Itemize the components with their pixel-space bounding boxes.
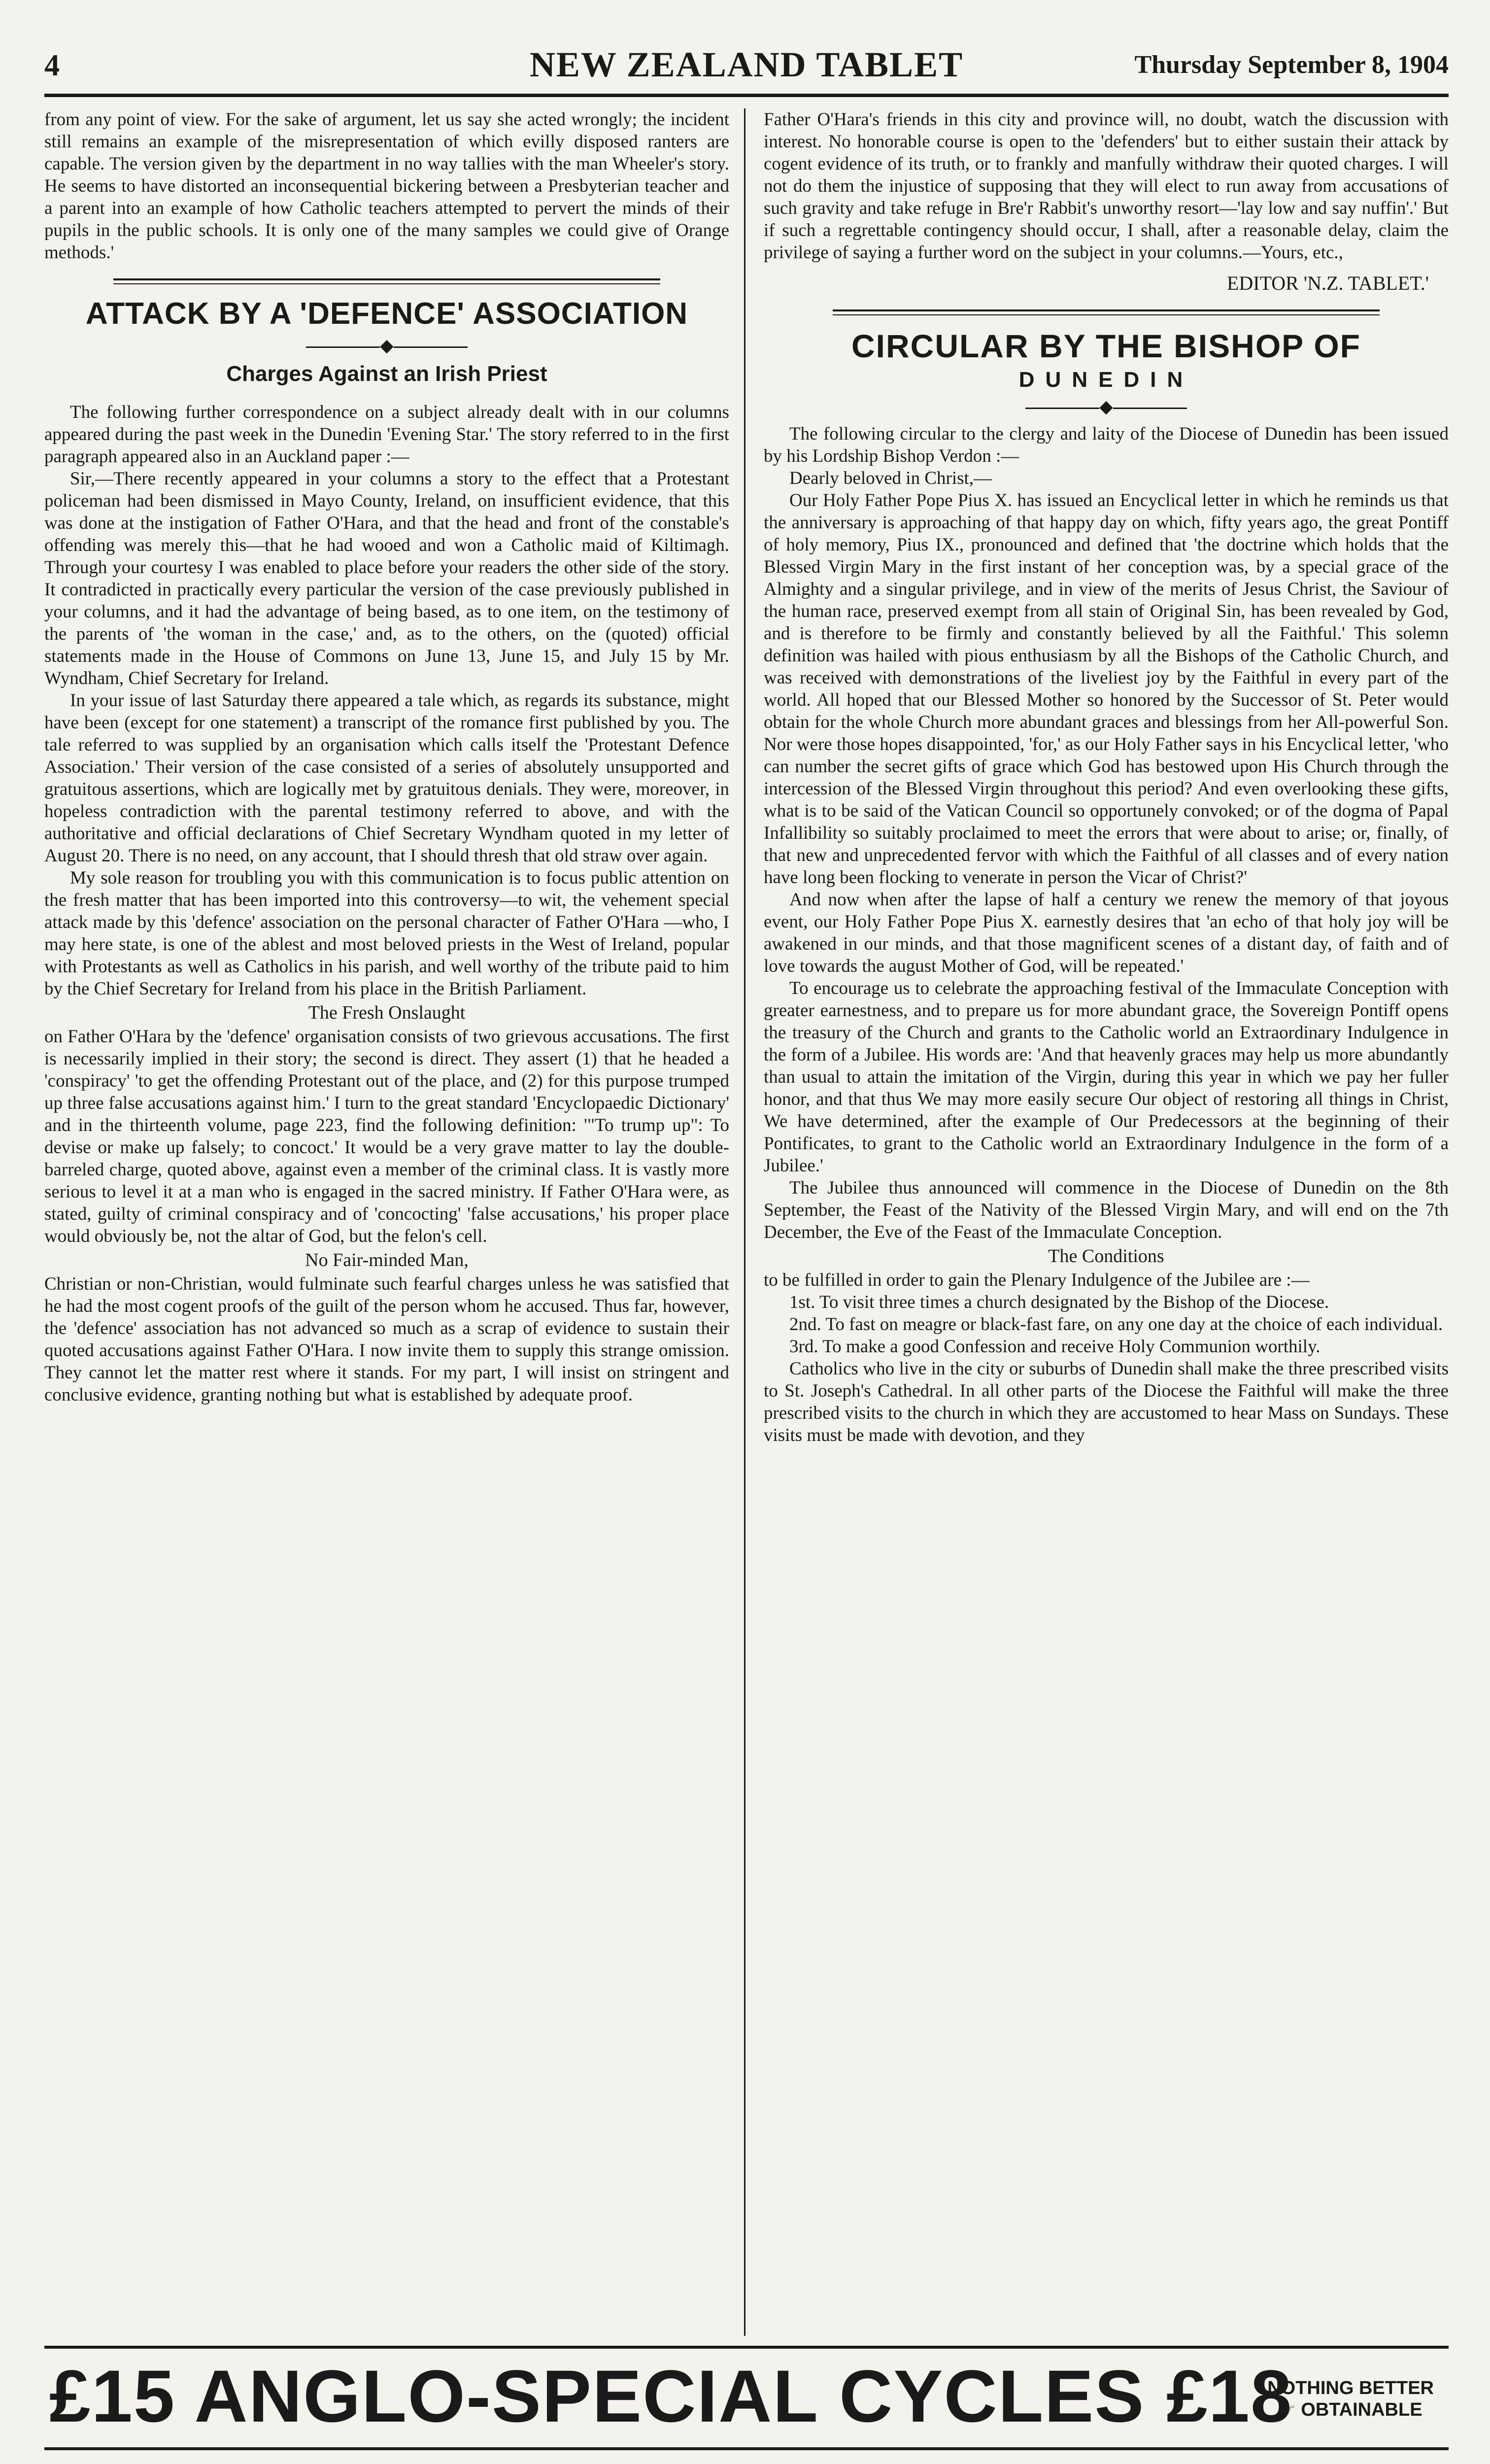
left-column [44, 108, 729, 2336]
issue-date: Thursday September 8, 1904 [1134, 51, 1449, 79]
page-header [44, 39, 1449, 97]
signature: EDITOR 'N.Z. TABLET.' [1226, 272, 1429, 294]
continued-text: Father O'Hara's friends in this city and province will, no doubt, watch the discussion with interest. No honorable course is open to the 'defenders' but to either sustain their attack by cogent evidence of its truth, or to frankly and manfully withdraw their quoted charges. I will not do them the injustice of supposing that they will elect to run away from accusations of such gravity and take refuge in Bre'r Rabbit's unworthy resort—'lay low and say nuffin'.' But if such a regrettable contingency should occur, I shall, after a reasonable delay, claim the privilege of saying a further word on the subject in your columns.—Yours, etc., [764, 109, 1449, 263]
advertisement-note-line: NOTHING BETTER [1267, 2378, 1434, 2398]
advertisement-note [1267, 2377, 1434, 2421]
ornament-divider: ◆ [44, 335, 729, 356]
page-number: 4 [44, 49, 60, 82]
advertisement-note-line: ☞ OBTAINABLE [1279, 2399, 1422, 2420]
double-rule [113, 278, 660, 284]
section-heading: The Fresh Onslaught [308, 1002, 466, 1023]
article-paragraph: In your issue of last Saturday there appeared a tale which, as regards its substance, might have been (except for one statement) a transcript of the romance first published by you. The tale referred to was supplied by an organisation which calls itself the 'Protestant Defence Association.' Their version of the case consisted of a series of absolutely unsupported and gratuitous assertions, which are logically met by gratuitous denials. They were, moreover, in hopeless contradiction with the parental testimony referred to above, and with the authoritative and official declarations of Chief Secretary Wyndham quoted in my letter of August 20. There is no need, on any account, that I should thresh that old straw over again. [44, 690, 729, 866]
article-headline: ATTACK BY A 'DEFENCE' ASSOCIATION [85, 297, 688, 331]
continued-text: from any point of view. For the sake of argument, let us say she acted wrongly; the incident still remains an example of the misrepresentation of which evilly disposed ranters are capable. The version given by the department in no way tallies with the man Wheeler's story. He seems to have distorted an inconsequential bickering between a Presbyterian teacher and a parent into an example of how Catholic teachers attempted to pervert the minds of their pupils in the public schools. It is only one of the many samples we could give of Orange methods.' [44, 109, 729, 263]
article-headline-sub: DUNEDIN [1018, 368, 1194, 392]
article-headline: CIRCULAR BY THE BISHOP OF [851, 328, 1361, 364]
article-paragraph: The following further correspondence on a subject already dealt with in our columns appeared during the past week in the Dunedin 'Evening Star.' The story referred to in the first paragraph appeared also in an Auckland paper :— [44, 402, 729, 467]
column-divider [744, 108, 745, 2336]
double-rule [833, 309, 1380, 315]
advertisement-text: £15 ANGLO-SPECIAL CYCLES £18 [49, 2355, 1293, 2437]
article-paragraph: To encourage us to celebrate the approaching festival of the Immaculate Conception with greater earnestness, and to prepare us for more abundant grace, the Sovereign Pontiff opens the treasury of the Church and grants to the Catholic world an Extraordinary Indulgence in the form of a Jubilee. His words are: 'And that heavenly graces may help us more abundantly than usual to attain the imitation of the Virgin, during this year in which we pay her fuller honor, and that thus We may more easily secure Our object of restoring all things in Christ, We have determined, after the example of Our Predecessors at the beginning of their Pontificates, to grant to the Catholic world an Extraordinary Indulgence in the form of a Jubilee.' [764, 978, 1449, 1176]
conditions-intro: to be fulfilled in order to gain the Plenary Indulgence of the Jubilee are :— [764, 1270, 1310, 1290]
right-column [764, 108, 1449, 2336]
section-heading: The Conditions [1048, 1246, 1164, 1266]
ornament-divider: ◆ [764, 396, 1449, 417]
article-paragraph: on Father O'Hara by the 'defence' organisation consists of two grievous accusations. The first is necessarily implied in their story; the second is direct. They assert (1) that he headed a 'conspiracy' 'to get the offending Protestant out of the place, and (2) for this purpose trumped up three false accusations against him.' I turn to the great standard 'Encyclopaedic Dictionary' and in the thirteenth volume, page 223, find the following definition: '"To trump up": To devise or make up falsely; to concoct.' It would be a very grave matter to lay the double-barreled charge, quoted above, against even a member of the criminal class. It is vastly more serious to level it at a man who is engaged in the sacred ministry. If Father O'Hara were, as stated, guilty of criminal conspiracy and of 'concocting' 'false accusations,' his proper place would obviously be, not the altar of God, but the felon's cell. [44, 1027, 729, 1246]
condition-item: 2nd. To fast on meagre or black-fast fare, on any one day at the choice of each individual. [789, 1314, 1443, 1335]
article-paragraph: Sir,—There recently appeared in your columns a story to the effect that a Protestant policeman had been dismissed in Mayo County, Ireland, on insufficient evidence, that this was done at the instigation of Father O'Hara, and that the head and front of the constable's offending was merely this—that he had wooed and won a Catholic maid of Kiltimagh. Through your courtesy I was enabled to place before your readers the other side of the story. It contradicted in practically every particular the version of the case previously published in your columns, and it had the advantage of being based, as to one item, on the testimony of the parents of 'the woman in the case,' and, as to the others, on the (quoted) official statements made in the House of Commons on June 13, June 15, and July 15 by Mr. Wyndham, Chief Secretary for Ireland. [44, 469, 729, 688]
article-paragraph: My sole reason for troubling you with this communication is to focus public attention on the fresh matter that has been imported into this controversy—to wit, the vehement special attack made by this 'defence' association on the personal character of Father O'Hara —who, I may here state, is one of the ablest and most beloved priests in the West of Ireland, popular with Protestants as well as Catholics in his parish, and well worthy of the tribute paid to him by the Chief Secretary for Ireland from his place in the British Parliament. [44, 868, 729, 999]
article-subheadline: Charges Against an Irish Priest [226, 362, 547, 386]
article-paragraph: Catholics who live in the city or suburbs of Dunedin shall make the three prescribed visits to St. Joseph's Cathedral. In all other parts of the Diocese the Faithful will make the three prescribed visits to the church in which they are accustomed to hear Mass on Sundays. These visits must be made with devotion, and they [764, 1359, 1449, 1445]
article-paragraph: Our Holy Father Pope Pius X. has issued an Encyclical letter in which he reminds us that the anniversary is approaching of that happy day on which, fifty years ago, the great Pontiff of holy memory, Pius IX., pronounced and defined that 'the doctrine which holds that the Blessed Virgin Mary in the first instant of her conception was, by a special grace of the Almighty and a singular privilege, and in view of the merits of Jesus Christ, the Saviour of the human race, preserved exempt from all stain of Original Sin, has been revealed by God, and is therefore to be firmly and constantly believed by all the Faithful.' This solemn definition was hailed with pious enthusiasm by all the Bishops of the Catholic Church, and was received with demonstrations of the liveliest joy by the Faithful in every part of the world. All hoped that our Blessed Mother so honored by the Successor of St. Peter would obtain for the whole Church more abundant graces and blessings from her All-powerful Son. Nor were those hopes disappointed, 'for,' as our Holy Father says in his Encyclical letter, 'who can number the secret gifts of grace which God has bestowed upon His Church through the intercession of the Blessed Virgin throughout this period? And even overlooking these gifts, what is to be said of the Vatican Council so opportunely convoked; or of the dogma of Papal Infallibility so suitably proclaimed to meet the errors that were about to arise; or, finally, of that new and unprecedented fervor with which the Faithful of all classes and of every nation have long been flocking to venerate in person the Vicar of Christ?' [764, 490, 1449, 888]
article-paragraph: And now when after the lapse of half a century we renew the memory of that joyous event, our Holy Father Pope Pius X. earnestly desires that 'an echo of that holy joy will be awakened in our minds, and that those magnificent scenes of a distant day, of faith and of love towards the august Mother of God, will be repeated.' [764, 890, 1449, 976]
article-paragraph: Dearly beloved in Christ,— [789, 468, 992, 488]
cycles-advertisement [44, 2346, 1449, 2450]
publication-title: NEW ZEALAND TABLET [529, 45, 964, 84]
article-paragraph: Christian or non-Christian, would fulminate such fearful charges unless he was satisfied that he had the most cogent proofs of the guilt of the person whom he accused. Thus far, however, the 'defence' association has not advanced so much as a scrap of evidence to sustain their quoted accusations against Father O'Hara. I now invite them to supply this strange omission. They cannot let the matter rest where it stands. For my part, I will insist on stringent and conclusive evidence, granting nothing but what is established by adequate proof. [44, 1274, 729, 1405]
article-paragraph: The Jubilee thus announced will commence in the Diocese of Dunedin on the 8th September, the Feast of the Nativity of the Blessed Virgin Mary, and will end on the 7th December, the Eve of the Feast of the Immaculate Conception. [764, 1178, 1449, 1242]
section-heading: No Fair-minded Man, [305, 1250, 469, 1270]
article-paragraph: The following circular to the clergy and laity of the Diocese of Dunedin has been issued by his Lordship Bishop Verdon :— [764, 424, 1449, 466]
condition-item: 1st. To visit three times a church designated by the Bishop of the Diocese. [789, 1292, 1329, 1312]
condition-item: 3rd. To make a good Confession and receive Holy Communion worthily. [789, 1336, 1321, 1357]
